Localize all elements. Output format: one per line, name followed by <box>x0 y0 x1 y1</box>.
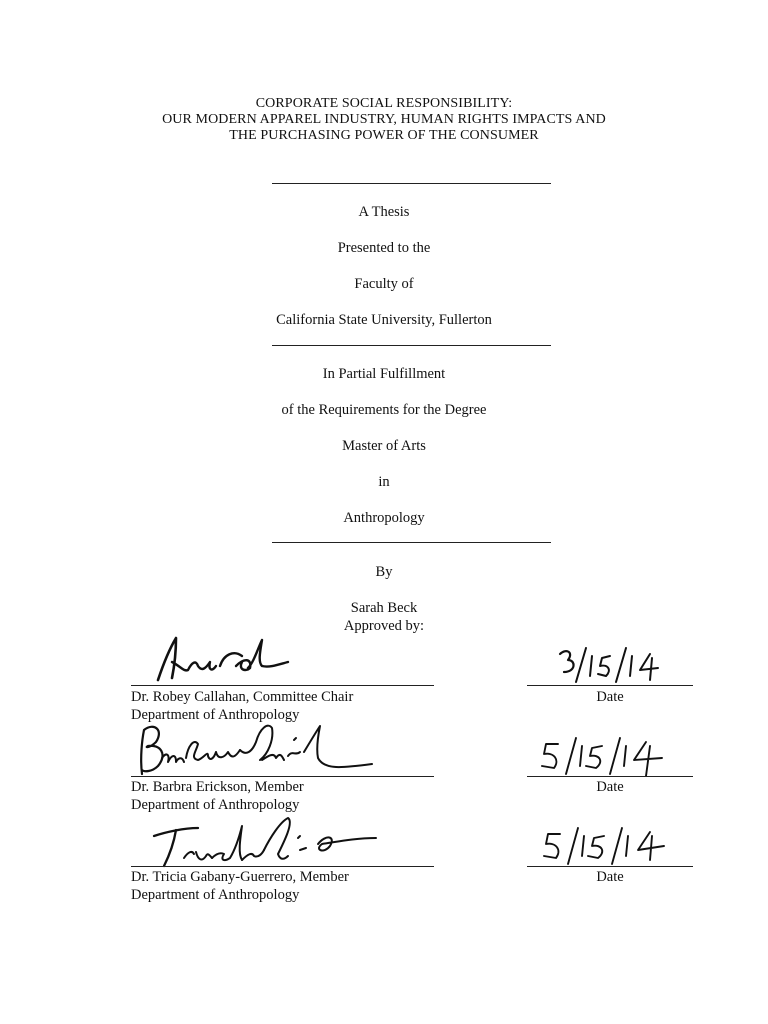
date-label-2: Date <box>596 779 624 795</box>
title-line-1: CORPORATE SOCIAL RESPONSIBILITY: <box>255 96 513 111</box>
by-label: By <box>375 564 393 580</box>
presented-to-label: Presented to the <box>337 240 431 256</box>
signature-line-1 <box>131 685 434 686</box>
author-name: Sarah Beck <box>350 600 418 616</box>
fulfillment-line-2: of the Requirements for the Degree <box>281 402 487 418</box>
title-line-3: THE PURCHASING POWER OF THE CONSUMER <box>229 128 539 143</box>
in-label: in <box>378 474 390 490</box>
faculty-label: Faculty of <box>354 276 414 292</box>
signature-callahan <box>150 632 300 688</box>
signature-gabany-guerrero <box>150 814 390 870</box>
degree-name: Master of Arts <box>342 438 426 454</box>
date-label-3: Date <box>596 869 624 885</box>
thesis-label: A Thesis <box>358 204 410 220</box>
signature-erickson <box>128 718 378 780</box>
field-name: Anthropology <box>343 510 425 526</box>
handwritten-date-2 <box>538 736 668 778</box>
university-name: California State University, Fullerton <box>276 312 492 328</box>
date-line-3 <box>527 866 693 867</box>
signatory-name-3: Dr. Tricia Gabany-Guerrero, Member <box>131 869 349 885</box>
date-line-1 <box>527 685 693 686</box>
title-line-2: OUR MODERN APPAREL INDUSTRY, HUMAN RIGHTS IMPACTS AND <box>162 112 606 127</box>
signatory-name-2: Dr. Barbra Erickson, Member <box>131 779 304 795</box>
divider-rule-3 <box>272 542 551 543</box>
signature-line-3 <box>131 866 434 867</box>
signatory-department-2: Department of Anthropology <box>131 797 300 813</box>
approved-by-label: Approved by: <box>343 618 425 634</box>
thesis-title <box>0 96 768 144</box>
fulfillment-line-1: In Partial Fulfillment <box>322 366 446 382</box>
signatory-name-1: Dr. Robey Callahan, Committee Chair <box>131 689 354 705</box>
signatory-department-3: Department of Anthropology <box>131 887 300 903</box>
divider-rule-2 <box>272 345 551 346</box>
date-label-1: Date <box>596 689 624 705</box>
handwritten-date-1 <box>556 646 666 686</box>
signature-line-2 <box>131 776 434 777</box>
handwritten-date-3 <box>540 826 670 868</box>
divider-rule-1 <box>272 183 551 184</box>
date-line-2 <box>527 776 693 777</box>
signatory-department-1: Department of Anthropology <box>131 707 300 723</box>
